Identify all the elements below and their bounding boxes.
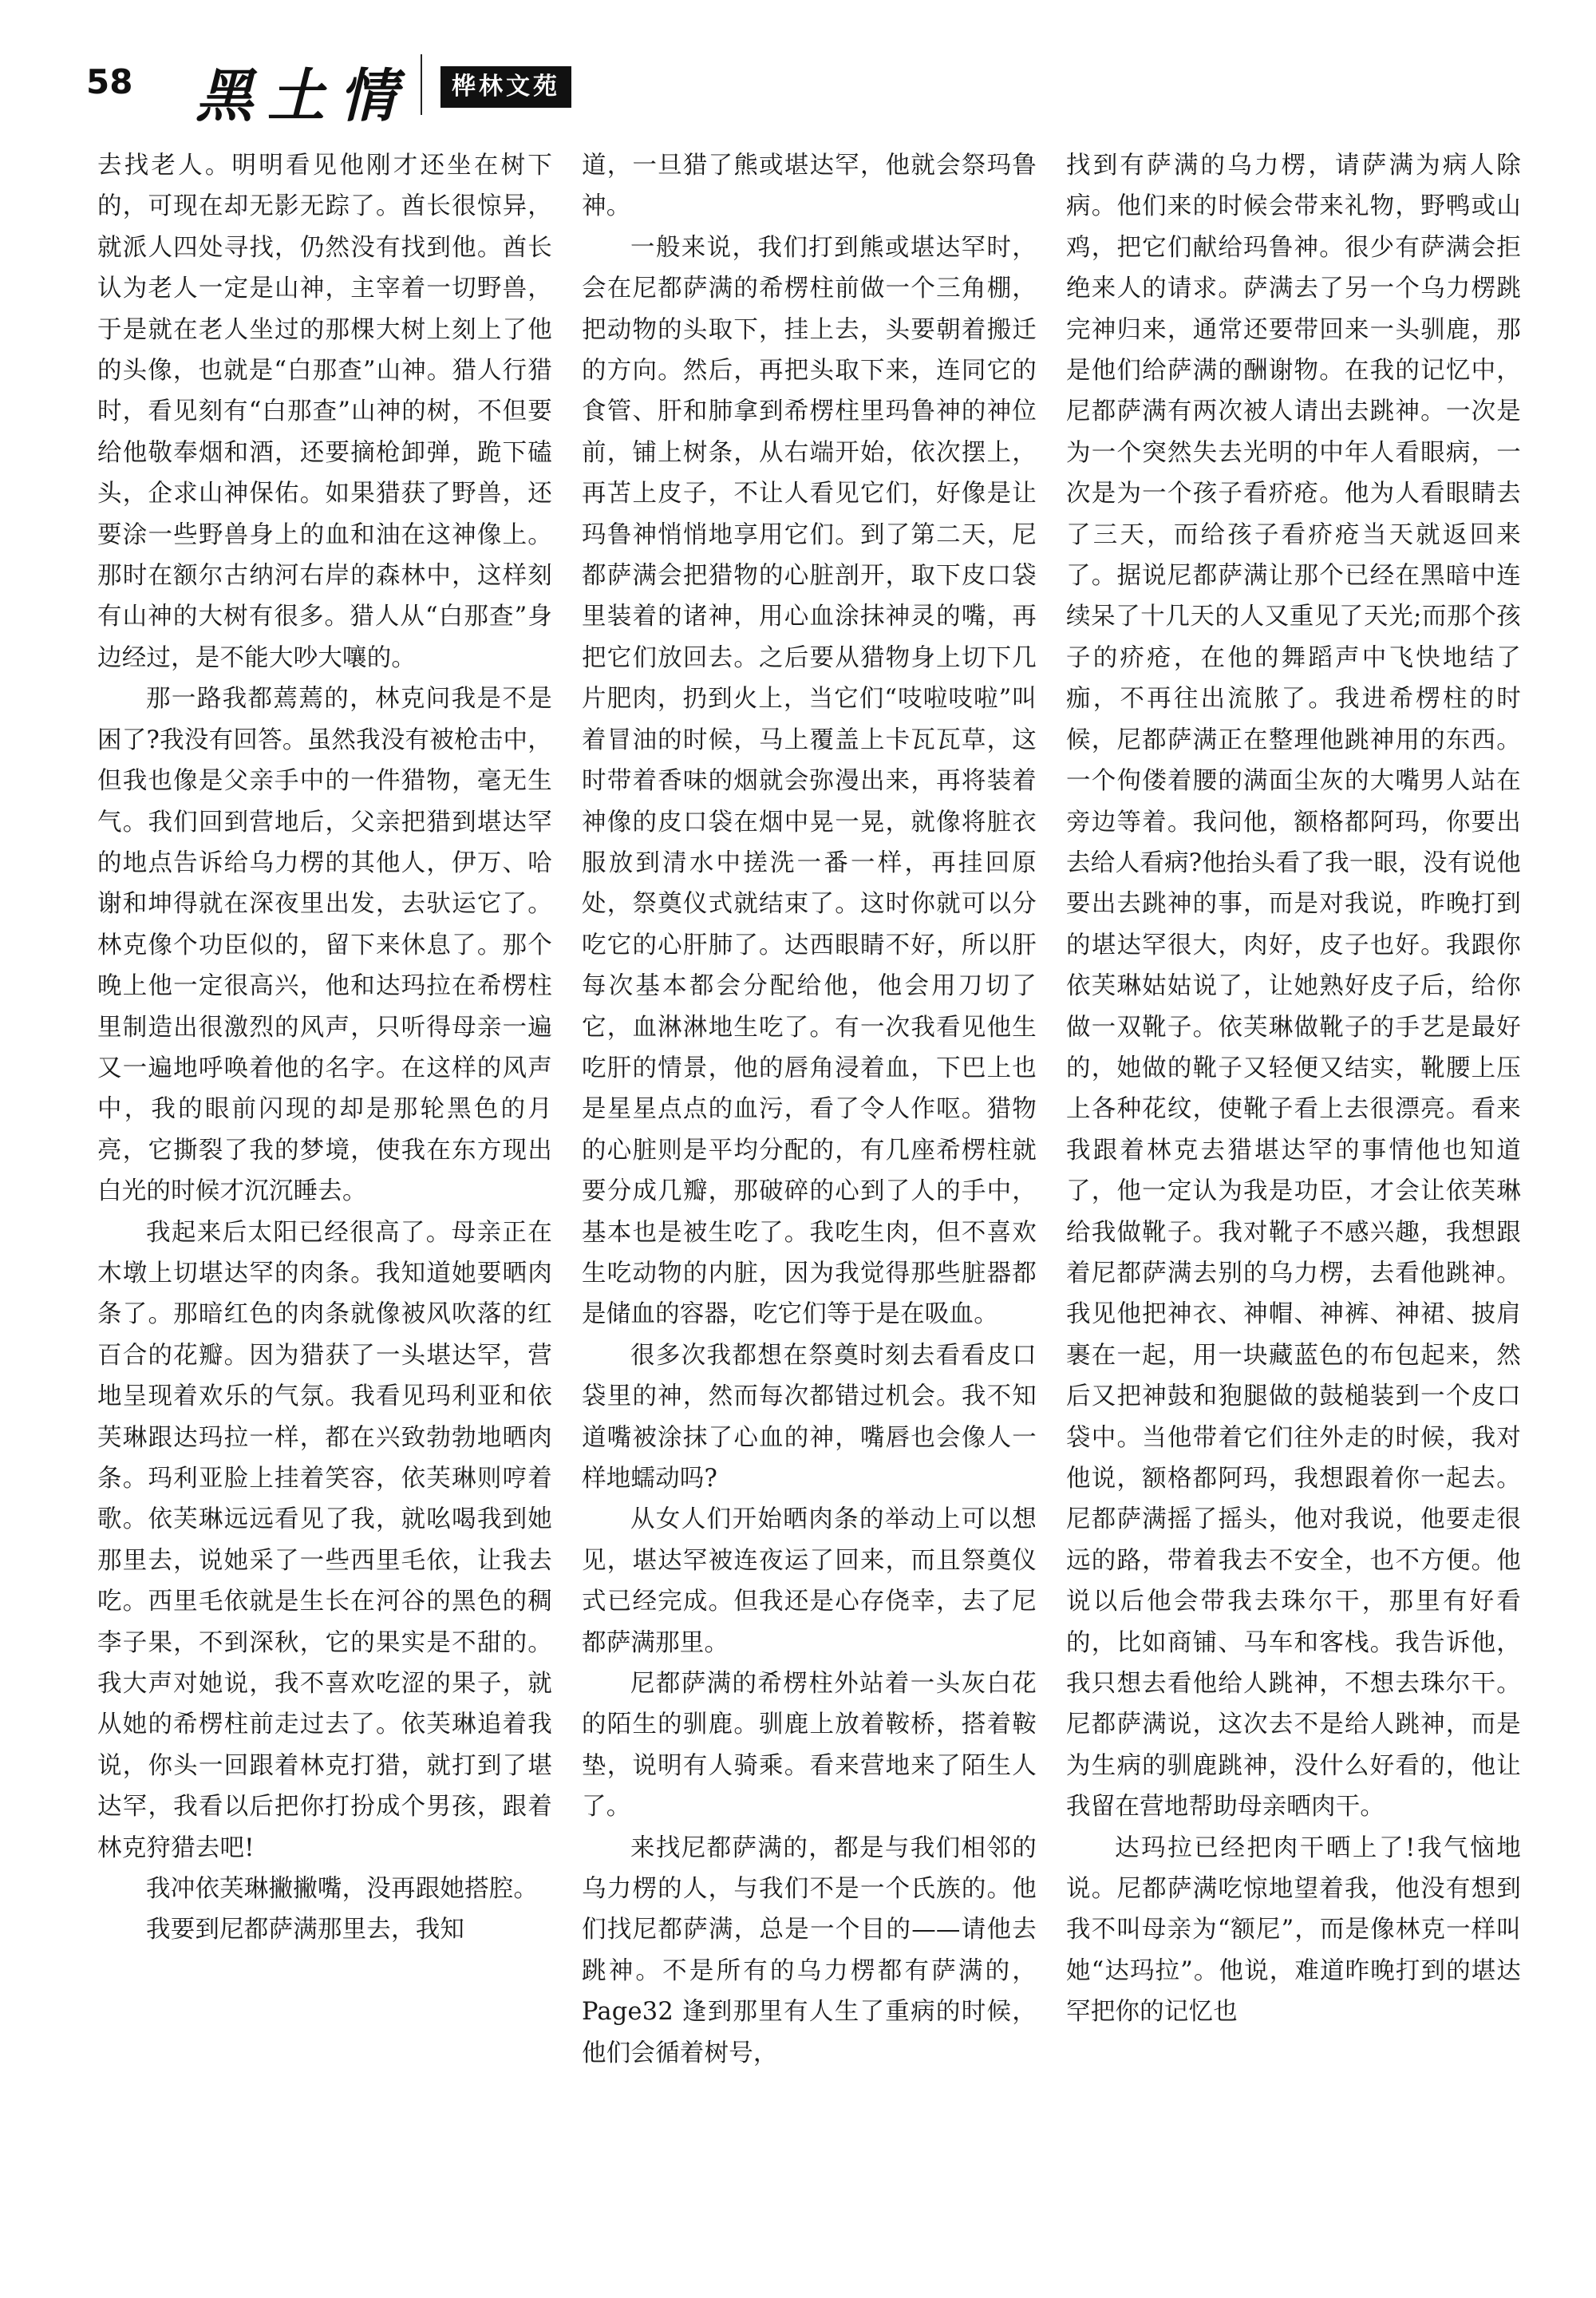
page-header xyxy=(0,0,1596,140)
paragraph: 那一路我都蔫蔫的，林克问我是不是困了?我没有回答。虽然我没有被枪击中，但我也像是父亲手中的一件猎物，毫无生气。我们回到营地后，父亲把猎到堪达罕的地点告诉给乌力楞的其他人，伊万、哈谢和坤得就在深夜里出发，去驮运它了。林克像个功臣似的，留下来休息了。那个晚上他一定很高兴，他和达玛拉在希楞柱里制造出很激烈的风声，只听得母亲一遍又一遍地呼唤着他的名字。在这样的风声中，我的眼前闪现的却是那轮黑色的月亮，它撕裂了我的梦境，使我在东方现出白光的时候才沉沉睡去。 xyxy=(97,685,552,1206)
paragraph: 我冲依芙琳撇撇嘴，没再跟她搭腔。 xyxy=(146,1875,539,1904)
paragraph: 尼都萨满的希楞柱外站着一头灰白花的陌生的驯鹿。驯鹿上放着鞍桥，搭着鞍垫，说明有人骑乘。看来营地来了陌生人了。 xyxy=(582,1670,1037,1821)
paragraph: 我要到尼都萨满那里去，我知 xyxy=(146,1916,465,1944)
header-divider xyxy=(421,54,422,115)
text-column-1 xyxy=(97,145,552,2189)
paragraph: 道，一旦猎了熊或堪达罕，他就会祭玛鲁神。 xyxy=(582,152,1037,221)
paragraph: 从女人们开始晒肉条的举动上可以想见，堪达罕被连夜运了回来，而且祭奠仪式已经完成。但我还是心存侥幸，去了尼都萨满那里。 xyxy=(582,1505,1037,1657)
paragraph: 很多次我都想在祭奠时刻去看看皮口袋里的神，然而每次都错过机会。我不知道嘴被涂抹了心血的神，嘴唇也会像人一样地蠕动吗? xyxy=(582,1341,1037,1493)
section-tag: 桦林文苑 xyxy=(440,66,571,108)
paragraph: 去找老人。明明看见他刚才还坐在树下的，可现在却无影无踪了。酋长很惊异，就派人四处寻找，仍然没有找到他。酋长认为老人一定是山神，主宰着一切野兽，于是就在老人坐过的那棵大树上刻上了他的头像，也就是“白那查”山神。猎人行猎时，看见刻有“白那查”山神的树，不但要给他敬奉烟和酒，还要摘枪卸弹，跪下磕头，企求山神保佑。如果猎获了野兽，还要涂一些野兽身上的血和油在这神像上。那时在额尔古纳河右岸的森林中，这样刻有山神的大树有很多。猎人从“白那查”身边经过，是不能大吵大嚷的。 xyxy=(97,152,552,672)
paragraph: 达玛拉已经把肉干晒上了!我气恼地说。尼都萨满吃惊地望着我，他没有想到我不叫母亲为“额尼”，而是像林克一样叫她“达玛拉”。他说，难道昨晚打到的堪达罕把你的记忆也 xyxy=(1066,1833,1521,2027)
magazine-logo: 黑土情 xyxy=(196,61,412,129)
text-column-3 xyxy=(1066,145,1521,2189)
paragraph: 一般来说，我们打到熊或堪达罕时，会在尼都萨满的希楞柱前做一个三角棚，把动物的头取下，挂上去，头要朝着搬迁的方向。然后，再把头取下来，连同它的食管、肝和肺拿到希楞柱里玛鲁神的神位前，铺上树条，从右端开始，依次摆上，再苫上皮子，不让人看见它们，好像是让玛鲁神悄悄地享用它们。到了第二天，尼都萨满会把猎物的心脏剖开，取下皮口袋里装着的诸神，用心血涂抹神灵的嘴，再把它们放回去。之后要从猎物身上切下几片肥肉，扔到火上，当它们“吱啦吱啦”叫着冒油的时候，马上覆盖上卡瓦瓦草，这时带着香味的烟就会弥漫出来，再将装着神像的皮口袋在烟中晃一晃，就像将脏衣服放到清水中搓洗一番一样，再挂回原处，祭奠仪式就结束了。这时你就可以分吃它的心肝肺了。达西眼睛不好，所以肝每次基本都会分配给他，他会用刀切了它，血淋淋地生吃了。有一次我看见他生吃肝的情景，他的唇角浸着血，下巴上也是星星点点的血污，看了令人作呕。猎物的心脏则是平均分配的，有几座希楞柱就要分成几瓣，那破碎的心到了人的手中，基本也是被生吃了。我吃生肉，但不喜欢生吃动物的内脏，因为我觉得那些脏器都是储血的容器，吃它们等于是在吸血。 xyxy=(582,233,1037,1329)
paragraph: 我起来后太阳已经很高了。母亲正在木墩上切堪达罕的肉条。我知道她要晒肉条了。那暗红色的肉条就像被风吹落的红百合的花瓣。因为猎获了一头堪达罕，营地呈现着欢乐的气氛。我看见玛利亚和依芙琳跟达玛拉一样，都在兴致勃勃地晒肉条。玛利亚脸上挂着笑容，依芙琳则哼着歌。依芙琳远远看见了我，就吆喝我到她那里去，说她采了一些西里毛依，让我去吃。西里毛依就是生长在河谷的黑色的稠李子果，不到深秋，它的果实是不甜的。我大声对她说，我不喜欢吃涩的果子，就从她的希楞柱前走过去了。依芙琳追着我说，你头一回跟着林克打猎，就打到了堪达罕，我看以后把你打扮成个男孩，跟着林克狩猎去吧! xyxy=(97,1218,552,1862)
text-column-2 xyxy=(582,145,1037,2189)
page-number: 58 xyxy=(86,62,133,101)
paragraph: 找到有萨满的乌力楞，请萨满为病人除病。他们来的时候会带来礼物，野鸭或山鸡，把它们献给玛鲁神。很少有萨满会拒绝来人的请求。萨满去了另一个乌力楞跳完神归来，通常还要带回来一头驯鹿，那是他们给萨满的酬谢物。在我的记忆中，尼都萨满有两次被人请出去跳神。一次是为一个突然失去光明的中年人看眼病，一次是为一个孩子看疥疮。他为人看眼睛去了三天，而给孩子看疥疮当天就返回来了。据说尼都萨满让那个已经在黑暗中连续呆了十几天的人又重见了天光;而那个孩子的疥疮，在他的舞蹈声中飞快地结了痂，不再往出流脓了。我进希楞柱的时候，尼都萨满正在整理他跳神用的东西。一个佝偻着腰的满面尘灰的大嘴男人站在旁边等着。我问他，额格都阿玛，你要出去给人看病?他抬头看了我一眼，没有说他要出去跳神的事，而是对我说，昨晚打到的堪达罕很大，肉好，皮子也好。我跟你依芙琳姑姑说了，让她熟好皮子后，给你做一双靴子。依芙琳做靴子的手艺是最好的，她做的靴子又轻便又结实，靴腰上压上各种花纹，使靴子看上去很漂亮。看来我跟着林克去猎堪达罕的事情他也知道了，他一定认为我是功臣，才会让依芙琳给我做靴子。我对靴子不感兴趣，我想跟着尼都萨满去别的乌力楞，去看他跳神。我见他把神衣、神帽、神裤、神裙、披肩裹在一起，用一块藏蓝色的布包起来，然后又把神鼓和狍腿做的鼓槌装到一个皮口袋中。当他带着它们往外走的时候，我对他说，额格都阿玛，我想跟着你一起去。尼都萨满摇了摇头，他对我说，他要走很远的路，带着我去不安全，也不方便。他说以后他会带我去珠尔干，那里有好看的，比如商铺、马车和客栈。我告诉他，我只想去看他给人跳神，不想去珠尔干。尼都萨满说，这次去不是给人跳神，而是为生病的驯鹿跳神，没什么好看的，他让我留在营地帮助母亲晒肉干。 xyxy=(1066,152,1521,1821)
article-body xyxy=(97,145,1521,2189)
paragraph: 来找尼都萨满的，都是与我们相邻的乌力楞的人，与我们不是一个氏族的。他们找尼都萨满，总是一个目的——请他去跳神。不是所有的乌力楞都有萨满的，Page32 逢到那里有人生了重病的时候，他们会循着树号， xyxy=(582,1833,1037,2067)
